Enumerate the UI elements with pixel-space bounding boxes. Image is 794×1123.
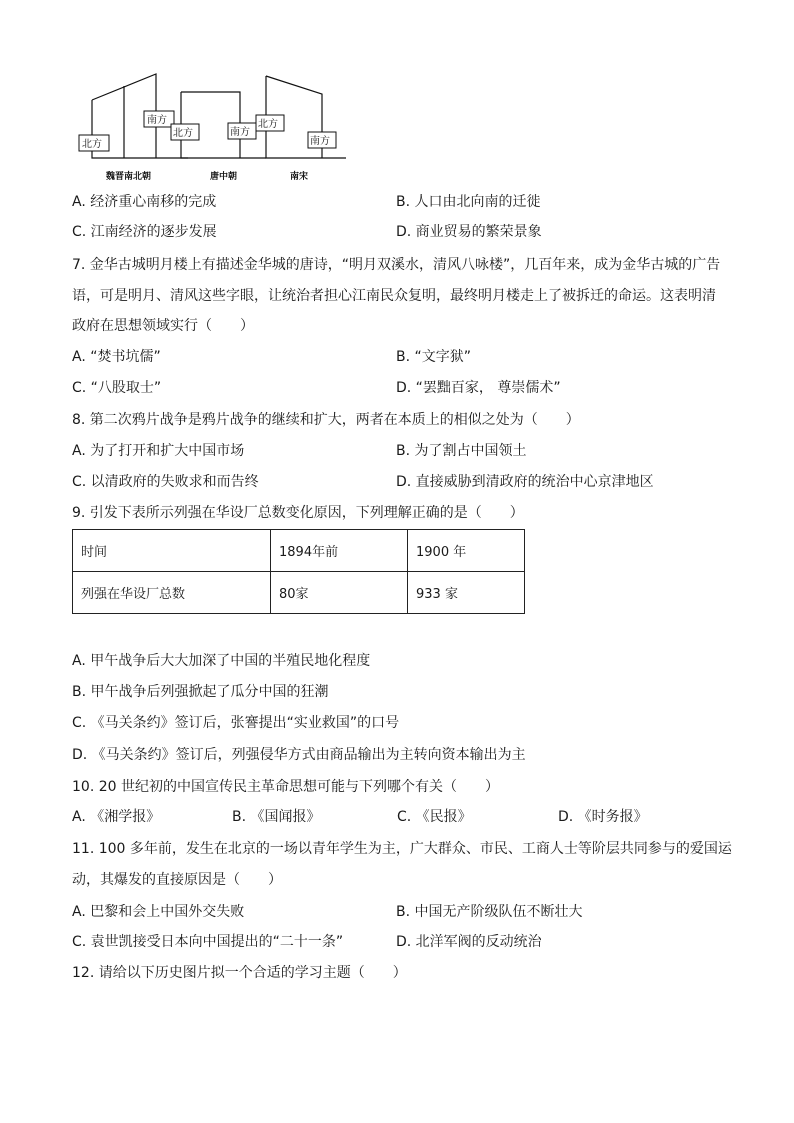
q8-stem: 8. 第二次鸦片战争是鸦片战争的继续和扩大，两者在本质上的相似之处为（ ）	[72, 412, 580, 428]
era-label: 南宋	[290, 172, 309, 182]
table-cell: 933 家	[408, 572, 525, 614]
q10-stem: 10. 20 世纪初的中国宣传民主革命思想可能与下列哪个有关（ ）	[72, 779, 499, 795]
era-label: 唐中朝	[210, 172, 238, 182]
q10-option-c: C. 《民报》	[397, 809, 472, 825]
north-label: 北方	[82, 139, 102, 150]
table-cell: 列强在华设厂总数	[73, 572, 271, 614]
north-label: 北方	[173, 128, 193, 139]
south-label: 南方	[230, 127, 250, 138]
q8-option-a: A. 为了打开和扩大中国市场	[72, 443, 245, 459]
q7-option-b: B. “文字狱”	[396, 349, 472, 365]
q9-option-d: D. 《马关条约》签订后，列强侵华方式由商品输出为主转向资本输出为主	[72, 747, 526, 763]
q10-option-b: B. 《国闻报》	[232, 809, 321, 825]
q10-option-a: A. 《湘学报》	[72, 809, 161, 825]
q11-option-d: D. 北洋军阀的反动统治	[396, 934, 542, 950]
q11-option-a: A. 巴黎和会上中国外交失败	[72, 904, 245, 920]
q7-stem-line-3: 政府在思想领域实行（ ）	[72, 318, 254, 334]
q7-option-d: D. “罢黜百家， 尊崇儒术”	[396, 380, 561, 396]
q11-option-b: B. 中国无产阶级队伍不断壮大	[396, 904, 583, 920]
q7-option-c: C. “八股取士”	[72, 380, 162, 396]
table-cell: 1894年前	[271, 530, 408, 572]
q9-stem: 9. 引发下表所示列强在华设厂总数变化原因，下列理解正确的是（ ）	[72, 505, 524, 521]
q6-option-a: A. 经济重心南移的完成	[72, 194, 217, 210]
north-south-diagram	[76, 66, 346, 184]
q7-stem-line-2: 语，可是明月、清风这些字眼，让统治者担心江南民众复明，最终明月楼走上了被拆迁的命运。这表明清	[72, 288, 716, 304]
q11-option-c: C. 袁世凯接受日本向中国提出的“二十一条”	[72, 934, 344, 950]
q9-option-a: A. 甲午战争后大大加深了中国的半殖民地化程度	[72, 653, 371, 669]
table-row	[73, 530, 525, 572]
q7-option-a: A. “焚书坑儒”	[72, 349, 161, 365]
q9-option-b: B. 甲午战争后列强掀起了瓜分中国的狂潮	[72, 684, 329, 700]
south-label: 南方	[147, 115, 167, 126]
table-cell: 80家	[271, 572, 408, 614]
q6-option-b: B. 人口由北向南的迁徙	[396, 194, 541, 210]
table-cell: 时间	[73, 530, 271, 572]
q8-option-d: D. 直接威胁到清政府的统治中心京津地区	[396, 474, 654, 490]
q12-stem: 12. 请给以下历史图片拟一个合适的学习主题（ ）	[72, 965, 407, 981]
q10-option-d: D. 《时务报》	[558, 809, 648, 825]
south-label: 南方	[310, 136, 330, 147]
q11-stem-line-2: 动，其爆发的直接原因是（ ）	[72, 872, 282, 888]
q6-option-d: D. 商业贸易的繁荣景象	[396, 224, 542, 240]
factory-count-table	[72, 529, 525, 614]
era-label: 魏晋南北朝	[106, 172, 152, 182]
q8-option-c: C. 以清政府的失败求和而告终	[72, 474, 259, 490]
table-cell: 1900 年	[408, 530, 525, 572]
q9-option-c: C. 《马关条约》签订后，张謇提出“实业救国”的口号	[72, 715, 400, 731]
q8-option-b: B. 为了割占中国领土	[396, 443, 527, 459]
q11-stem-line-1: 11. 100 多年前，发生在北京的一场以青年学生为主，广大群众、市民、工商人士等阶层共同参与的爱国运	[72, 841, 732, 857]
q7-stem-line-1: 7. 金华古城明月楼上有描述金华城的唐诗，“明月双溪水，清风八咏楼”，几百年来，成为金华古城的广告	[72, 257, 721, 273]
table-row	[73, 572, 525, 614]
q6-option-c: C. 江南经济的逐步发展	[72, 224, 217, 240]
north-label: 北方	[258, 119, 278, 130]
